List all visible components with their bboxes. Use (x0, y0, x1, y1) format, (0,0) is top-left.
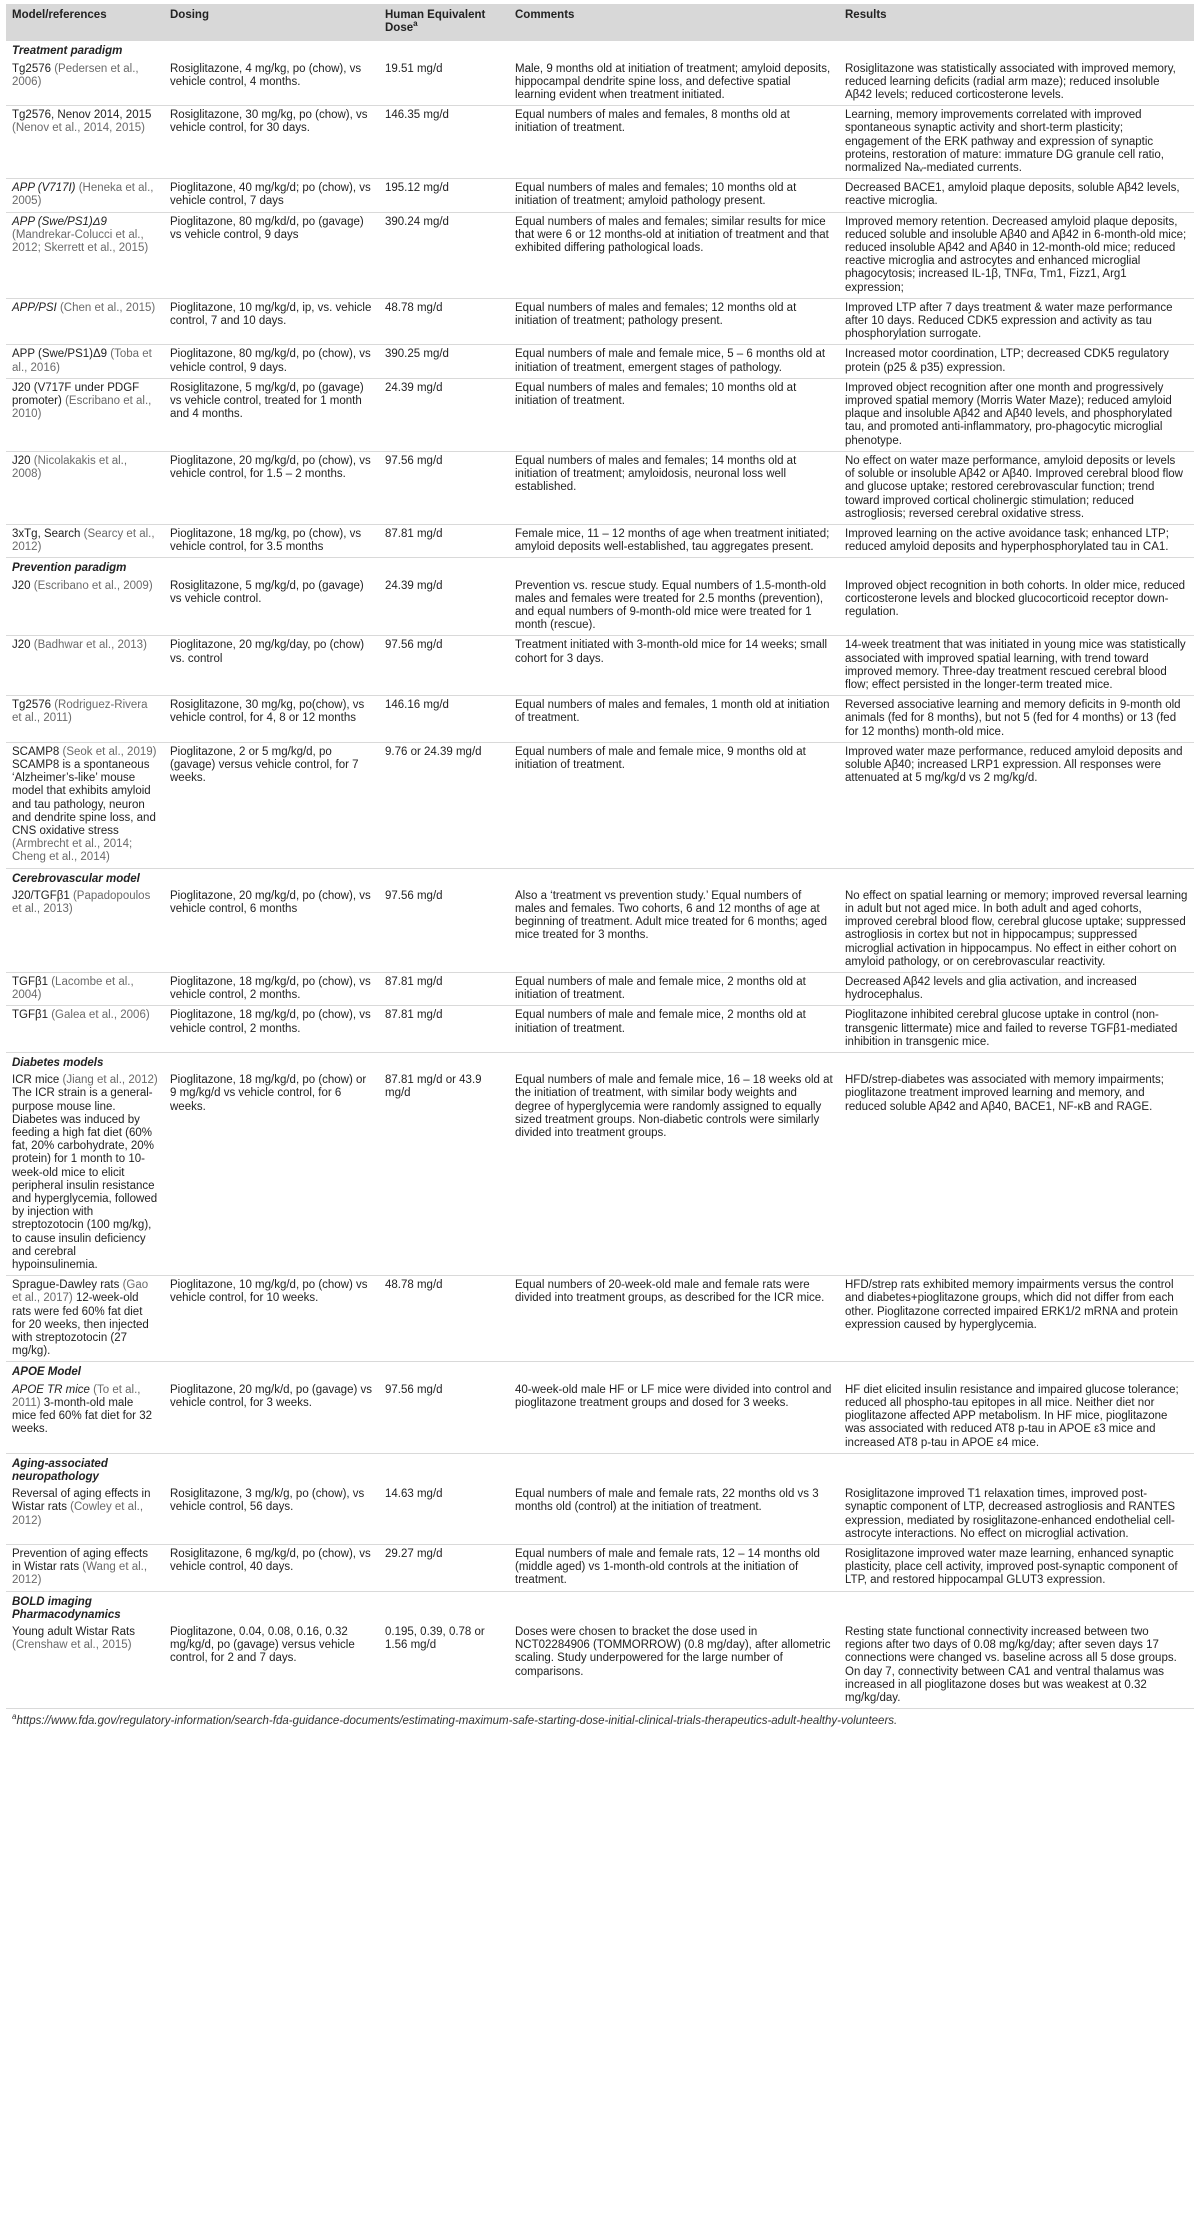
cell-results: Rosiglitazone improved T1 relaxation times, improved post-synaptic component of LTP, decreased astrogliosis and RANTES expression, mediated by rosiglitazone-enhanced endothelial cell-astrocyte interactions. No effect on microglial activation. (839, 1485, 1194, 1544)
model-reference: (Pedersen et al., 2006) (12, 62, 139, 88)
cell-hed: 24.39 mg/d (379, 577, 509, 636)
table-row (6, 1381, 1194, 1454)
cell-dosing: Pioglitazone, 0.04, 0.08, 0.16, 0.32 mg/kg/d, po (gavage) versus vehicle control, for 2 and 7 days. (164, 1623, 379, 1709)
cell-results: Pioglitazone inhibited cerebral glucose uptake in control (non-transgenic littermate) mice and failed to reverse TGFβ1-mediated inhibition in transgenic mice. (839, 1006, 1194, 1053)
cell-results: Learning, memory improvements correlated with improved spontaneous synaptic activity and short-term plasticity; engagement of the ERK pathway and expression of synaptic proteins, restoration of mature: immature DG granule cell ratio, normalized Naᵥ-mediated currents. (839, 106, 1194, 179)
section-spacer (839, 1453, 1194, 1485)
cell-results: No effect on water maze performance, amyloid deposits or levels of soluble or insoluble Aβ42 or Aβ40. Improved cerebral blood flow and glucose uptake; restored cerebrovascular function; trend toward improved cortical cholinergic stimulation; reduced astrogliosis; reversed cerebral oxidative stress. (839, 451, 1194, 524)
model-name: Prevention of aging effects in Wistar rats (12, 1547, 148, 1574)
model-reference: (Crenshaw et al., 2015) (12, 1639, 132, 1652)
table-row (6, 1485, 1194, 1544)
section-spacer (379, 1453, 509, 1485)
cell-model (6, 1485, 164, 1544)
cell-model (6, 1071, 164, 1276)
table-row (6, 298, 1194, 345)
cell-comments: Prevention vs. rescue study. Equal numbers of 1.5-month-old males and females were treated for 2.5 months (prevention), and equal numbers of 9-month-old mice were treated for 1 month (rescue). (509, 577, 839, 636)
cell-dosing: Rosiglitazone, 30 mg/kg, po (chow), vs vehicle control, for 30 days. (164, 106, 379, 179)
section-spacer (164, 1362, 379, 1381)
cell-results: No effect on spatial learning or memory; improved reversal learning in adult but not aged mice. In both adult and aged cohorts, improved cerebral blood flow, cerebral glucose uptake; suppressed astrogliosis in cortex but not in hippocampus; suppressed microglial activation in hippocampus. No effect in either cohort on amyloid pathology, or on cerebrovascular reactivity. (839, 887, 1194, 973)
cell-results: Resting state functional connectivity increased between two regions after two days of 0.08 mg/kg/day; after seven days 17 connections were changed vs. baseline across all 5 dose groups. On day 7, connectivity between CA1 and ventral thalamus was increased in all pioglitazone doses but was weakest at 0.32 mg/kg/day. (839, 1623, 1194, 1709)
table-row (6, 212, 1194, 298)
model-reference: (Heneka et al., 2005) (12, 182, 154, 208)
cell-dosing: Pioglitazone, 18 mg/kg, po (chow), vs vehicle control, for 3.5 months (164, 524, 379, 557)
model-reference: (Nicolakakis et al., 2008) (12, 454, 128, 481)
model-name: APP/PSI (12, 301, 57, 314)
model-name: Tg2576 (12, 62, 52, 75)
model-name: APOE TR mice (12, 1383, 90, 1396)
table-row (6, 696, 1194, 743)
section-row (6, 1053, 1194, 1072)
cell-dosing: Pioglitazone, 18 mg/kg/d, po (chow) or 9 mg/kg/d vs vehicle control, for 6 weeks. (164, 1071, 379, 1276)
section-spacer (379, 868, 509, 887)
model-reference: (Gao et al., 2017) (12, 1279, 149, 1305)
section-spacer (839, 1053, 1194, 1072)
table-row (6, 1276, 1194, 1362)
section-spacer (164, 41, 379, 59)
cell-results: Decreased Aβ42 levels and glia activation, and increased hydrocephalus. (839, 973, 1194, 1006)
cell-hed: 195.12 mg/d (379, 179, 509, 212)
section-spacer (509, 1053, 839, 1072)
section-spacer (379, 558, 509, 577)
section-label: Treatment paradigm (12, 45, 123, 58)
cell-dosing: Pioglitazone, 20 mg/kg/day, po (chow) vs. control (164, 636, 379, 696)
cell-model (6, 1006, 164, 1053)
section-label: BOLD imaging Pharmacodynamics (12, 1595, 121, 1621)
section-spacer (509, 1591, 839, 1623)
section-spacer (839, 558, 1194, 577)
section-spacer (509, 41, 839, 59)
section-spacer (379, 1053, 509, 1072)
cell-model (6, 524, 164, 557)
model-reference: (Galea et al., 2006) (51, 1009, 150, 1022)
table-row (6, 1006, 1194, 1053)
table-row (6, 179, 1194, 212)
cell-model (6, 887, 164, 973)
section-spacer (164, 1053, 379, 1072)
cell-dosing: Pioglitazone, 10 mg/kg/d, ip, vs. vehicle control, 7 and 10 days. (164, 298, 379, 345)
cell-dosing: Rosiglitazone, 4 mg/kg, po (chow), vs vehicle control, 4 months. (164, 60, 379, 106)
header-model: Model/references (6, 4, 164, 41)
table-row (6, 378, 1194, 451)
section-spacer (509, 558, 839, 577)
cell-results: Rosiglitazone was statistically associated with improved memory, reduced learning deficits (radial arm maze); reduced insoluble Aβ42 levels; reduced corticosterone levels. (839, 60, 1194, 106)
cell-model (6, 696, 164, 743)
footnote-text: https://www.fda.gov/regulatory-information/search-fda-guidance-documents/estimating-maximum-safe-starting-dose-initial-clinical-trials-therapeutics-adult-healthy-volunteers. (16, 1715, 898, 1728)
table-row (6, 742, 1194, 868)
section-spacer (164, 558, 379, 577)
model-name: J20 (V717F under PDGF promoter) (12, 381, 140, 408)
model-reference: (Searcy et al., 2012) (12, 527, 155, 554)
cell-comments: Equal numbers of male and female mice, 9 months old at initiation of treatment. (509, 742, 839, 868)
cell-results: Improved learning on the active avoidance task; enhanced LTP; reduced amyloid deposits and hyperphosphorylated tau in CA1. (839, 524, 1194, 557)
cell-comments: Female mice, 11 – 12 months of age when treatment initiated; amyloid deposits well-established, tau aggregates present. (509, 524, 839, 557)
cell-comments: Equal numbers of male and female mice, 2 months old at initiation of treatment. (509, 1006, 839, 1053)
section-spacer (509, 1453, 839, 1485)
cell-comments: Equal numbers of male and female rats, 12 – 14 months old (middle aged) vs 1-month-old controls at the initiation of treatment. (509, 1544, 839, 1591)
cell-results: HF diet elicited insulin resistance and impaired glucose tolerance; reduced all phospho-tau epitopes in all mice. Neither diet nor pioglitazone affected APP metabolism. In HF mice, pioglitazone was associated with reduced AT8 p-tau in APOE ε3 mice and increased AT8 p-tau in APOE ε4 mice. (839, 1381, 1194, 1454)
cell-model (6, 636, 164, 696)
table-row (6, 636, 1194, 696)
cell-comments: Equal numbers of male and female mice, 5 – 6 months old at initiation of treatment, emergent stages of pathology. (509, 345, 839, 378)
cell-dosing: Pioglitazone, 18 mg/kg/d, po (chow), vs vehicle control, 2 months. (164, 973, 379, 1006)
cell-dosing: Rosiglitazone, 5 mg/kg/d, po (gavage) vs vehicle control. (164, 577, 379, 636)
cell-results: Improved LTP after 7 days treatment & water maze performance after 10 days. Reduced CDK5 expression and activity as tau phosphorylation surrogate. (839, 298, 1194, 345)
cell-comments: Equal numbers of male and female mice, 16 – 18 weeks old at the initiation of treatment, with similar body weights and degree of hyperglycemia were randomly assigned to equally sized treatment groups. Non-diabetic controls were similarly divided into treatment groups. (509, 1071, 839, 1276)
cell-dosing: Pioglitazone, 40 mg/kg/d; po (chow), vs vehicle control, 7 days (164, 179, 379, 212)
model-name: Reversal of aging effects in Wistar rats (12, 1488, 151, 1514)
model-reference: (Lacombe et al., 2004) (12, 976, 134, 1002)
section-label: APOE Model (12, 1366, 82, 1379)
header-hed-footnote-marker: a (413, 19, 418, 29)
model-name: APP (Swe/PS1)Δ9 (12, 215, 107, 228)
cell-dosing: Rosiglitazone, 30 mg/kg, po(chow), vs vehicle control, for 4, 8 or 12 months (164, 696, 379, 743)
cell-hed: 146.35 mg/d (379, 106, 509, 179)
model-name: SCAMP8 (12, 745, 60, 758)
cell-hed: 97.56 mg/d (379, 451, 509, 524)
model-reference-secondary: (Armbrecht et al., 2014; Cheng et al., 2014) (12, 838, 133, 864)
cell-comments: Equal numbers of male and female mice, 2 months old at initiation of treatment. (509, 973, 839, 1006)
cell-dosing: Pioglitazone, 18 mg/kg/d, po (chow), vs vehicle control, 2 months. (164, 1006, 379, 1053)
cell-hed: 48.78 mg/d (379, 1276, 509, 1362)
cell-comments: Male, 9 months old at initiation of treatment; amyloid deposits, hippocampal dendrite spine loss, and defective spatial learning evident when treatment initiated. (509, 60, 839, 106)
study-table (6, 4, 1194, 1709)
cell-dosing: Pioglitazone, 2 or 5 mg/kg/d, po (gavage) versus vehicle control, for 7 weeks. (164, 742, 379, 868)
model-reference: (To et al., 2011) (12, 1383, 141, 1409)
cell-model (6, 60, 164, 106)
cell-hed: 87.81 mg/d (379, 1006, 509, 1053)
cell-hed: 29.27 mg/d (379, 1544, 509, 1591)
cell-model (6, 451, 164, 524)
table-row (6, 1623, 1194, 1709)
cell-comments: Also a ‘treatment vs prevention study.’ Equal numbers of males and females. Two cohorts, 6 and 12 months of age at beginning of treatment. Adult mice treated for 6 months; aged mice treated for 3 months. (509, 887, 839, 973)
cell-comments: Equal numbers of males and females; 10 months old at initiation of treatment. (509, 378, 839, 451)
section-spacer (839, 1362, 1194, 1381)
section-spacer (379, 41, 509, 59)
cell-model (6, 298, 164, 345)
cell-dosing: Rosiglitazone, 5 mg/kg/d, po (gavage) vs vehicle control, treated for 1 month and 4 months. (164, 378, 379, 451)
cell-hed: 0.195, 0.39, 0.78 or 1.56 mg/d (379, 1623, 509, 1709)
cell-comments: Doses were chosen to bracket the dose used in NCT02284906 (TOMMORROW) (0.8 mg/day), after allometric scaling. Study underpowered for the large number of comparisons. (509, 1623, 839, 1709)
cell-model (6, 973, 164, 1006)
model-reference: (Nenov et al., 2014, 2015) (12, 122, 145, 135)
cell-hed: 87.81 mg/d or 43.9 mg/d (379, 1071, 509, 1276)
model-reference: (Escribano et al., 2009) (33, 579, 153, 592)
model-name: TGFβ1 (12, 976, 49, 988)
table-row (6, 1071, 1194, 1276)
section-row (6, 1362, 1194, 1381)
cell-model (6, 1623, 164, 1709)
model-name: Tg2576 (12, 699, 52, 712)
cell-comments: 40-week-old male HF or LF mice were divided into control and pioglitazone treatment groups and dosed for 3 weeks. (509, 1381, 839, 1454)
cell-model (6, 1276, 164, 1362)
table-body (6, 41, 1194, 1708)
header-hed (379, 4, 509, 41)
section-row (6, 558, 1194, 577)
cell-hed: 14.63 mg/d (379, 1485, 509, 1544)
cell-hed: 87.81 mg/d (379, 524, 509, 557)
cell-comments: Equal numbers of males and females, 1 month old at initiation of treatment. (509, 696, 839, 743)
section-spacer (509, 868, 839, 887)
model-reference: (Jiang et al., 2012) (62, 1074, 158, 1087)
model-reference: (Cowley et al., 2012) (12, 1501, 144, 1527)
section-spacer (164, 1591, 379, 1623)
header-results: Results (839, 4, 1194, 41)
cell-dosing: Pioglitazone, 20 mg/k/d, po (gavage) vs vehicle control, for 3 weeks. (164, 1381, 379, 1454)
cell-results: Reversed associative learning and memory deficits in 9-month old animals (fed for 8 months), but not 5 (fed for 4 months) or 13 (fed for 12 months) month-old mice. (839, 696, 1194, 743)
cell-model (6, 345, 164, 378)
cell-model (6, 179, 164, 212)
cell-comments: Equal numbers of males and females; similar results for mice that were 6 or 12 months-old at initiation of treatment and that exhibited differing pathological loads. (509, 212, 839, 298)
table-header (6, 4, 1194, 41)
section-row (6, 1453, 1194, 1485)
section-spacer (839, 868, 1194, 887)
cell-hed: 97.56 mg/d (379, 887, 509, 973)
section-spacer (839, 41, 1194, 59)
header-comments: Comments (509, 4, 839, 41)
model-description: 3-month-old male mice fed 60% fat diet for 32 weeks. (12, 1396, 152, 1436)
cell-comments: Equal numbers of males and females; 10 months old at initiation of treatment; amyloid pathology present. (509, 179, 839, 212)
cell-dosing: Pioglitazone, 80 mg/kd/d, po (gavage) vs vehicle control, 9 days (164, 212, 379, 298)
model-reference: (Chen et al., 2015) (59, 301, 156, 314)
table-row (6, 973, 1194, 1006)
cell-results: Improved memory retention. Decreased amyloid plaque deposits, reduced soluble and insoluble Aβ40 and Aβ42 in 6-month-old mice; reduced insoluble Aβ42 and Aβ40 in 12-month-old mice; reduced reactive microglia and astrocytes and enhanced microglial phagocytosis; increased IL-1β, TNFα, Tm1, Fizz1, Arg1 expression; (839, 212, 1194, 298)
cell-dosing: Pioglitazone, 80 mg/kg/d, po (chow), vs vehicle control, 9 days. (164, 345, 379, 378)
section-spacer (164, 1453, 379, 1485)
cell-dosing: Pioglitazone, 20 mg/kg/d, po (chow), vs vehicle control, 6 months (164, 887, 379, 973)
cell-comments: Equal numbers of males and females; 14 months old at initiation of treatment; amyloidosis, neuronal loss well established. (509, 451, 839, 524)
table-row (6, 106, 1194, 179)
model-reference: (Badhwar et al., 2013) (33, 639, 147, 652)
section-label: Cerebrovascular model (12, 872, 140, 885)
model-reference: (Papadopoulos et al., 2013) (12, 889, 151, 915)
cell-comments: Equal numbers of males and females, 8 months old at initiation of treatment. (509, 106, 839, 179)
cell-results: Improved water maze performance, reduced amyloid deposits and soluble Aβ40; increased LRP1 expression. All responses were attenuated at 5 mg/kg/d vs 2 mg/kg/d. (839, 742, 1194, 868)
cell-hed: 87.81 mg/d (379, 973, 509, 1006)
table-row (6, 577, 1194, 636)
cell-results: HFD/strep rats exhibited memory impairments versus the control and diabetes+pioglitazone groups, which did not differ from each other. Pioglitazone corrected impaired ERK1/2 mRNA and protein expression caused by hyperglycemia. (839, 1276, 1194, 1362)
section-row (6, 1591, 1194, 1623)
model-name: J20 (12, 579, 31, 592)
cell-model (6, 212, 164, 298)
cell-results: Rosiglitazone improved water maze learning, enhanced synaptic plasticity, place cell activity, improved post-synaptic component of LTP, and restored hippocampal GLUT3 expression. (839, 1544, 1194, 1591)
table-row (6, 451, 1194, 524)
model-name: APP (Swe/PS1)Δ9 (12, 348, 108, 361)
footnote-marker: a (12, 1712, 17, 1722)
cell-results: Improved object recognition after one month and progressively improved spatial memory (Morris Water Maze); reduced amyloid plaque and insoluble Aβ42 and Aβ40 levels, and phosphorylated tau, and promoted anti-inflammatory, pro-phagocytic microglial phenotype. (839, 378, 1194, 451)
section-spacer (164, 868, 379, 887)
cell-hed: 48.78 mg/d (379, 298, 509, 345)
section-row (6, 41, 1194, 59)
table-row (6, 1544, 1194, 1591)
cell-model (6, 1381, 164, 1454)
model-name: Tg2576, Nenov 2014, 2015 (12, 109, 152, 122)
model-description: SCAMP8 is a spontaneous ‘Alzheimer’s-like’ mouse model that exhibits amyloid and tau pathology, neuron and dendrite spine loss, and CNS oxidative stress (12, 758, 156, 837)
table-row (6, 60, 1194, 106)
model-name: J20/TGFβ1 (12, 889, 70, 902)
model-reference: (Seok et al., 2019) (62, 745, 157, 758)
cell-hed: 146.16 mg/d (379, 696, 509, 743)
cell-dosing: Pioglitazone, 10 mg/kg/d, po (chow) vs vehicle control, for 10 weeks. (164, 1276, 379, 1362)
section-spacer (379, 1362, 509, 1381)
model-reference: (Mandrekar-Colucci et al., 2012; Skerrett et al., 2015) (12, 228, 149, 255)
cell-results: HFD/strep-diabetes was associated with memory impairments; pioglitazone treatment improved learning and memory, and reduced soluble Aβ42 and Aβ40, BACE1, NF-κB and RAGE. (839, 1071, 1194, 1276)
cell-hed: 97.56 mg/d (379, 636, 509, 696)
cell-results: Increased motor coordination, LTP; decreased CDK5 regulatory protein (p25 & p35) expression. (839, 345, 1194, 378)
model-name: ICR mice (12, 1074, 60, 1087)
cell-model (6, 378, 164, 451)
header-dosing: Dosing (164, 4, 379, 41)
table-row (6, 345, 1194, 378)
section-label: Aging-associated neuropathology (12, 1457, 108, 1483)
cell-hed: 97.56 mg/d (379, 1381, 509, 1454)
cell-hed: 19.51 mg/d (379, 60, 509, 106)
model-name: 3xTg, Search (12, 527, 81, 540)
cell-results: Improved object recognition in both cohorts. In older mice, reduced corticosterone levels and blocked glucocorticoid receptor down-regulation. (839, 577, 1194, 636)
model-name: Young adult Wistar Rats (12, 1625, 135, 1638)
model-name: Sprague-Dawley rats (12, 1279, 120, 1292)
cell-dosing: Pioglitazone, 20 mg/kg/d, po (chow), vs vehicle control, for 1.5 – 2 months. (164, 451, 379, 524)
section-label: Prevention paradigm (12, 562, 127, 575)
footnote (6, 1709, 1194, 1728)
section-spacer (379, 1591, 509, 1623)
model-name: J20 (12, 454, 31, 467)
header-hed-label: Human Equivalent Dose (385, 9, 486, 35)
model-name: J20 (12, 639, 31, 652)
table-row (6, 887, 1194, 973)
cell-results: 14-week treatment that was initiated in young mice was statistically associated with improved spatial learning, with trend toward improved memory. Three-day treatment rescued cerebral blood flow; effect persisted in the longer-term treated mice. (839, 636, 1194, 696)
cell-model (6, 1544, 164, 1591)
model-reference: (Toba et al., 2016) (12, 348, 152, 374)
cell-hed: 390.24 mg/d (379, 212, 509, 298)
cell-comments: Equal numbers of male and female rats, 22 months old vs 3 months old (control) at the initiation of treatment. (509, 1485, 839, 1544)
model-description: 12-week-old rats were fed 60% fat diet for 20 weeks, then injected with streptozotocin (27 mg/kg). (12, 1292, 149, 1358)
section-row (6, 868, 1194, 887)
section-spacer (509, 1362, 839, 1381)
cell-model (6, 106, 164, 179)
section-label: Diabetes models (12, 1057, 104, 1070)
section-spacer (839, 1591, 1194, 1623)
model-reference: (Escribano et al., 2010) (12, 395, 152, 421)
cell-model (6, 577, 164, 636)
model-name: APP (V717I) (12, 182, 76, 195)
model-name: TGFβ1 (12, 1009, 49, 1022)
cell-hed: 9.76 or 24.39 mg/d (379, 742, 509, 868)
cell-comments: Equal numbers of males and females; 12 months old at initiation of treatment; pathology present. (509, 298, 839, 345)
cell-dosing: Rosiglitazone, 6 mg/kg/d, po (chow), vs vehicle control, 40 days. (164, 1544, 379, 1591)
cell-hed: 24.39 mg/d (379, 378, 509, 451)
model-reference: (Wang et al., 2012) (12, 1561, 148, 1587)
cell-model (6, 742, 164, 868)
cell-dosing: Rosiglitazone, 3 mg/k/g, po (chow), vs vehicle control, 56 days. (164, 1485, 379, 1544)
cell-comments: Equal numbers of 20-week-old male and female rats were divided into treatment groups, as described for the ICR mice. (509, 1276, 839, 1362)
model-reference: (Rodriguez-Rivera et al., 2011) (12, 699, 148, 725)
model-description: The ICR strain is a general-purpose mouse line. Diabetes was induced by feeding a high fat diet (60% fat, 20% carbohydrate, 20% protein) for 1 month to 10-week-old mice to elicit peripheral insulin resistance and hyperglycemia, followed by injection with streptozotocin (100 mg/kg), to cause insulin deficiency and cerebral hypoinsulinemia. (12, 1087, 158, 1272)
cell-comments: Treatment initiated with 3-month-old mice for 14 weeks; small cohort for 3 days. (509, 636, 839, 696)
table-row (6, 524, 1194, 557)
cell-results: Decreased BACE1, amyloid plaque deposits, soluble Aβ42 levels, reactive microglia. (839, 179, 1194, 212)
cell-hed: 390.25 mg/d (379, 345, 509, 378)
